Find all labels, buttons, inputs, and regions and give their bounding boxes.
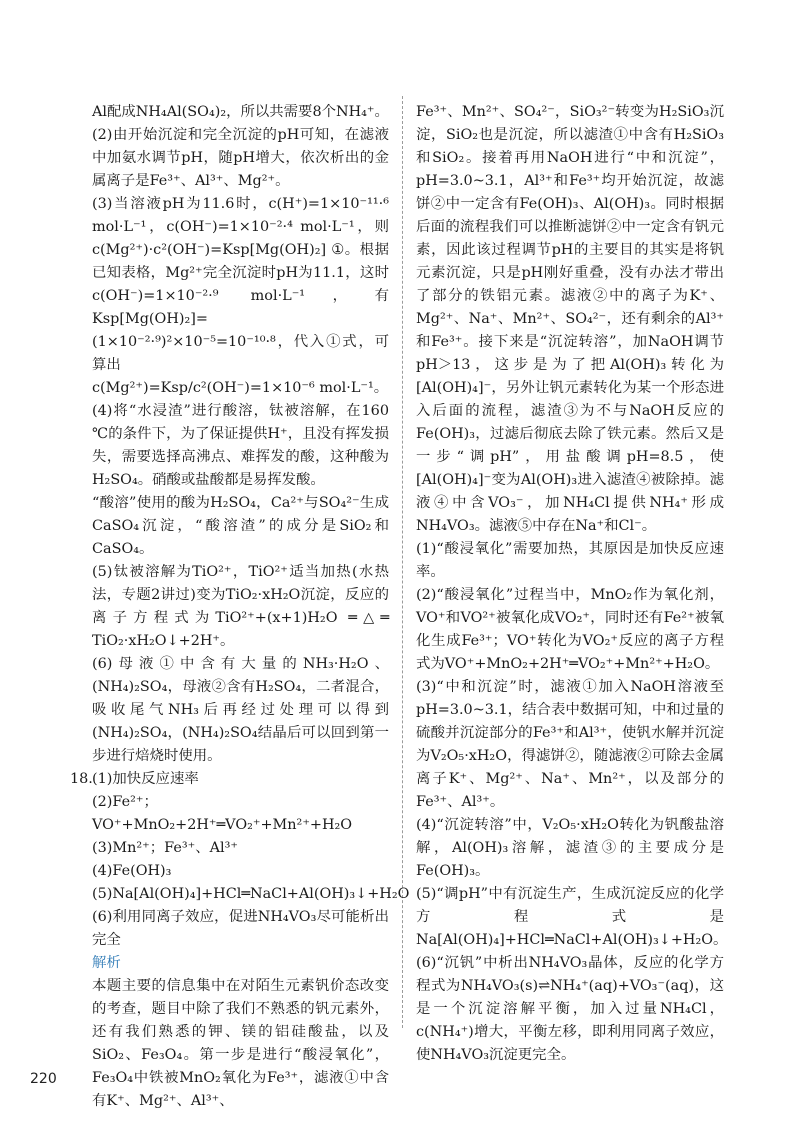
text-paragraph: (4)“沉淀转溶”中，V₂O₅·xH₂O转化为钒酸盐溶解，Al(OH)₃溶解，滤渣③的主要成分是Fe(OH)₃。 [416,817,724,879]
text-paragraph: (3)当溶液pH为11.6时，c(H⁺)=1×10⁻¹¹·⁶ mol·L⁻¹，c(OH⁻)=1×10⁻²·⁴ mol·L⁻¹，则c(Mg²⁺)·c²(OH⁻)=Ksp[Mg(OH)₂] ①。根据已知表格，Mg²⁺完全沉淀时pH为11.1，这时c(OH⁻)=1×10⁻²·⁹ mol·L⁻¹，有Ksp[Mg(OH)₂]=(1×10⁻²·⁹)²×10⁻⁵=10⁻¹⁰·⁸，代入①式，可算出 [92,196,389,373]
left-column [70,101,410,1113]
text-paragraph: (2)Fe²⁺；VO⁺+MnO₂+2H⁺═VO₂⁺+Mn²⁺+H₂O [92,794,353,833]
text-paragraph: 本题主要的信息集中在对陌生元素钒价态改变的考查，题目中除了我们不熟悉的钒元素外，还有我们熟悉的钾、镁的铝硅酸盐，以及SiO₂、Fe₃O₄。第一步是进行“酸浸氧化”，Fe₃O₄中铁被MnO₂氧化为Fe³⁺，滤液①中含有K⁺、Mg²⁺、Al³⁺、 [92,978,389,1109]
question-number: 18. [70,771,93,787]
text-paragraph: (4)将“水浸渣”进行酸溶，钛被溶解，在160 ℃的条件下，为了保证提供H⁺，且没有挥发损失，需要选择高沸点、难挥发的酸，这种酸为H₂SO₄。硝酸或盐酸都是易挥发酸。 [92,403,389,488]
text-paragraph: (2)“酸浸氧化”过程当中，MnO₂作为氧化剂，VO⁺和VO²⁺被氧化成VO₂⁺，同时还有Fe²⁺被氧化生成Fe³⁺；VO⁺转化为VO₂⁺反应的离子方程式为VO⁺+MnO₂+2H⁺═VO₂⁺+Mn²⁺+H₂O。 [416,587,724,672]
text-paragraph: Al配成NH₄Al(SO₄)₂，所以共需要8个NH₄⁺。 [92,104,389,120]
text-paragraph: (3)Mn²⁺；Fe³⁺、Al³⁺ [92,840,238,856]
text-paragraph: (4)Fe(OH)₃ [92,863,172,879]
text-paragraph: (1)“酸浸氧化”需要加热，其原因是加快反应速率。 [416,541,724,580]
text-paragraph: (3)“中和沉淀”时，滤液①加入NaOH溶液至pH=3.0~3.1，结合表中数据可知，中和过量的硫酸并沉淀部分的Fe³⁺和Al³⁺，使钒水解并沉淀为V₂O₅·xH₂O，得滤饼②，随滤液②可除去金属离子K⁺、Mg²⁺、Na⁺、Mn²⁺，以及部分的Fe³⁺、Al³⁺。 [416,679,724,810]
text-paragraph: (5)“调pH”中有沉淀生产，生成沉淀反应的化学方程式是Na[Al(OH)₄]+HCl═NaCl+Al(OH)₃↓+H₂O。 [416,886,728,948]
right-column [416,101,728,1067]
page-number: 220 [30,1071,57,1087]
text-paragraph: c(Mg²⁺)=Ksp/c²(OH⁻)=1×10⁻⁶ mol·L⁻¹。 [92,380,389,396]
analysis-heading: 解析 [92,955,121,971]
answer-line: (1)加快反应速率 [92,771,199,787]
text-paragraph: (6)母液①中含有大量的NH₃·H₂O、(NH₄)₂SO₄，母液②含有H₂SO₄，二者混合，吸收尾气NH₃后再经过处理可以得到(NH₄)₂SO₄，(NH₄)₂SO₄结晶后可以回到第一步进行焙烧时使用。 [92,656,389,764]
text-paragraph: Fe³⁺、Mn²⁺、SO₄²⁻，SiO₃²⁻转变为H₂SiO₃沉淀，SiO₂也是沉淀，所以滤渣①中含有H₂SiO₃和SiO₂。接着再用NaOH进行“中和沉淀”，pH=3.0~3.1，Al³⁺和Fe³⁺均开始沉淀，故滤饼②中一定含有Fe(OH)₃、Al(OH)₃。同时根据后面的流程我们可以推断滤饼②中一定含有钒元素，因此该过程调节pH的主要目的其实是将钒元素沉淀，只是pH刚好重叠，没有办法才带出了部分的铁铝元素。滤液②中的离子为K⁺、Mg²⁺、Na⁺、Mn²⁺、SO₄²⁻，还有剩余的Al³⁺和Fe³⁺。接下来是“沉淀转溶”，加NaOH调节pH＞13，这步是为了把Al(OH)₃转化为[Al(OH)₄]⁻，另外让钒元素转化为某一个形态进入后面的流程，滤渣③为不与NaOH反应的Fe(OH)₃，过滤后彻底去除了铁元素。然后又是一步“调pH”，用盐酸调pH=8.5，使[Al(OH)₄]⁻变为Al(OH)₃进入滤渣④被除掉。滤液④中含VO₃⁻，加NH₄Cl提供NH₄⁺形成NH₄VO₃。滤液⑤中存在Na⁺和Cl⁻。 [416,104,724,534]
text-paragraph: (2)由开始沉淀和完全沉淀的pH可知，在滤液中加氨水调节pH，随pH增大，依次析出的金属离子是Fe³⁺、Al³⁺、Mg²⁺。 [92,127,389,189]
text-paragraph: (6)“沉钒”中析出NH₄VO₃晶体，反应的化学方程式为NH₄VO₃(s)⇌NH₄⁺(aq)+VO₃⁻(aq)，这是一个沉淀溶解平衡，加入过量NH₄Cl，c(NH₄⁺)增大，平衡左移，即利用同离子效应，使NH₄VO₃沉淀更完全。 [416,955,724,1063]
question-item [70,768,389,791]
text-paragraph: (5)钛被溶解为TiO²⁺，TiO²⁺适当加热(水热法，专题2讲过)变为TiO₂·xH₂O沉淀，反应的离子方程式为TiO²⁺+(x+1)H₂O ═△═ TiO₂·xH₂O↓+2H⁺。 [92,564,389,649]
text-paragraph: (6)利用同离子效应，促进NH₄VO₃尽可能析出完全 [92,909,389,948]
text-paragraph: (5)Na[Al(OH)₄]+HCl═NaCl+Al(OH)₃↓+H₂O [92,886,410,902]
text-paragraph: “酸溶”使用的酸为H₂SO₄，Ca²⁺与SO₄²⁻生成CaSO₄沉淀，“酸溶渣”的成分是SiO₂和CaSO₄。 [92,495,389,557]
